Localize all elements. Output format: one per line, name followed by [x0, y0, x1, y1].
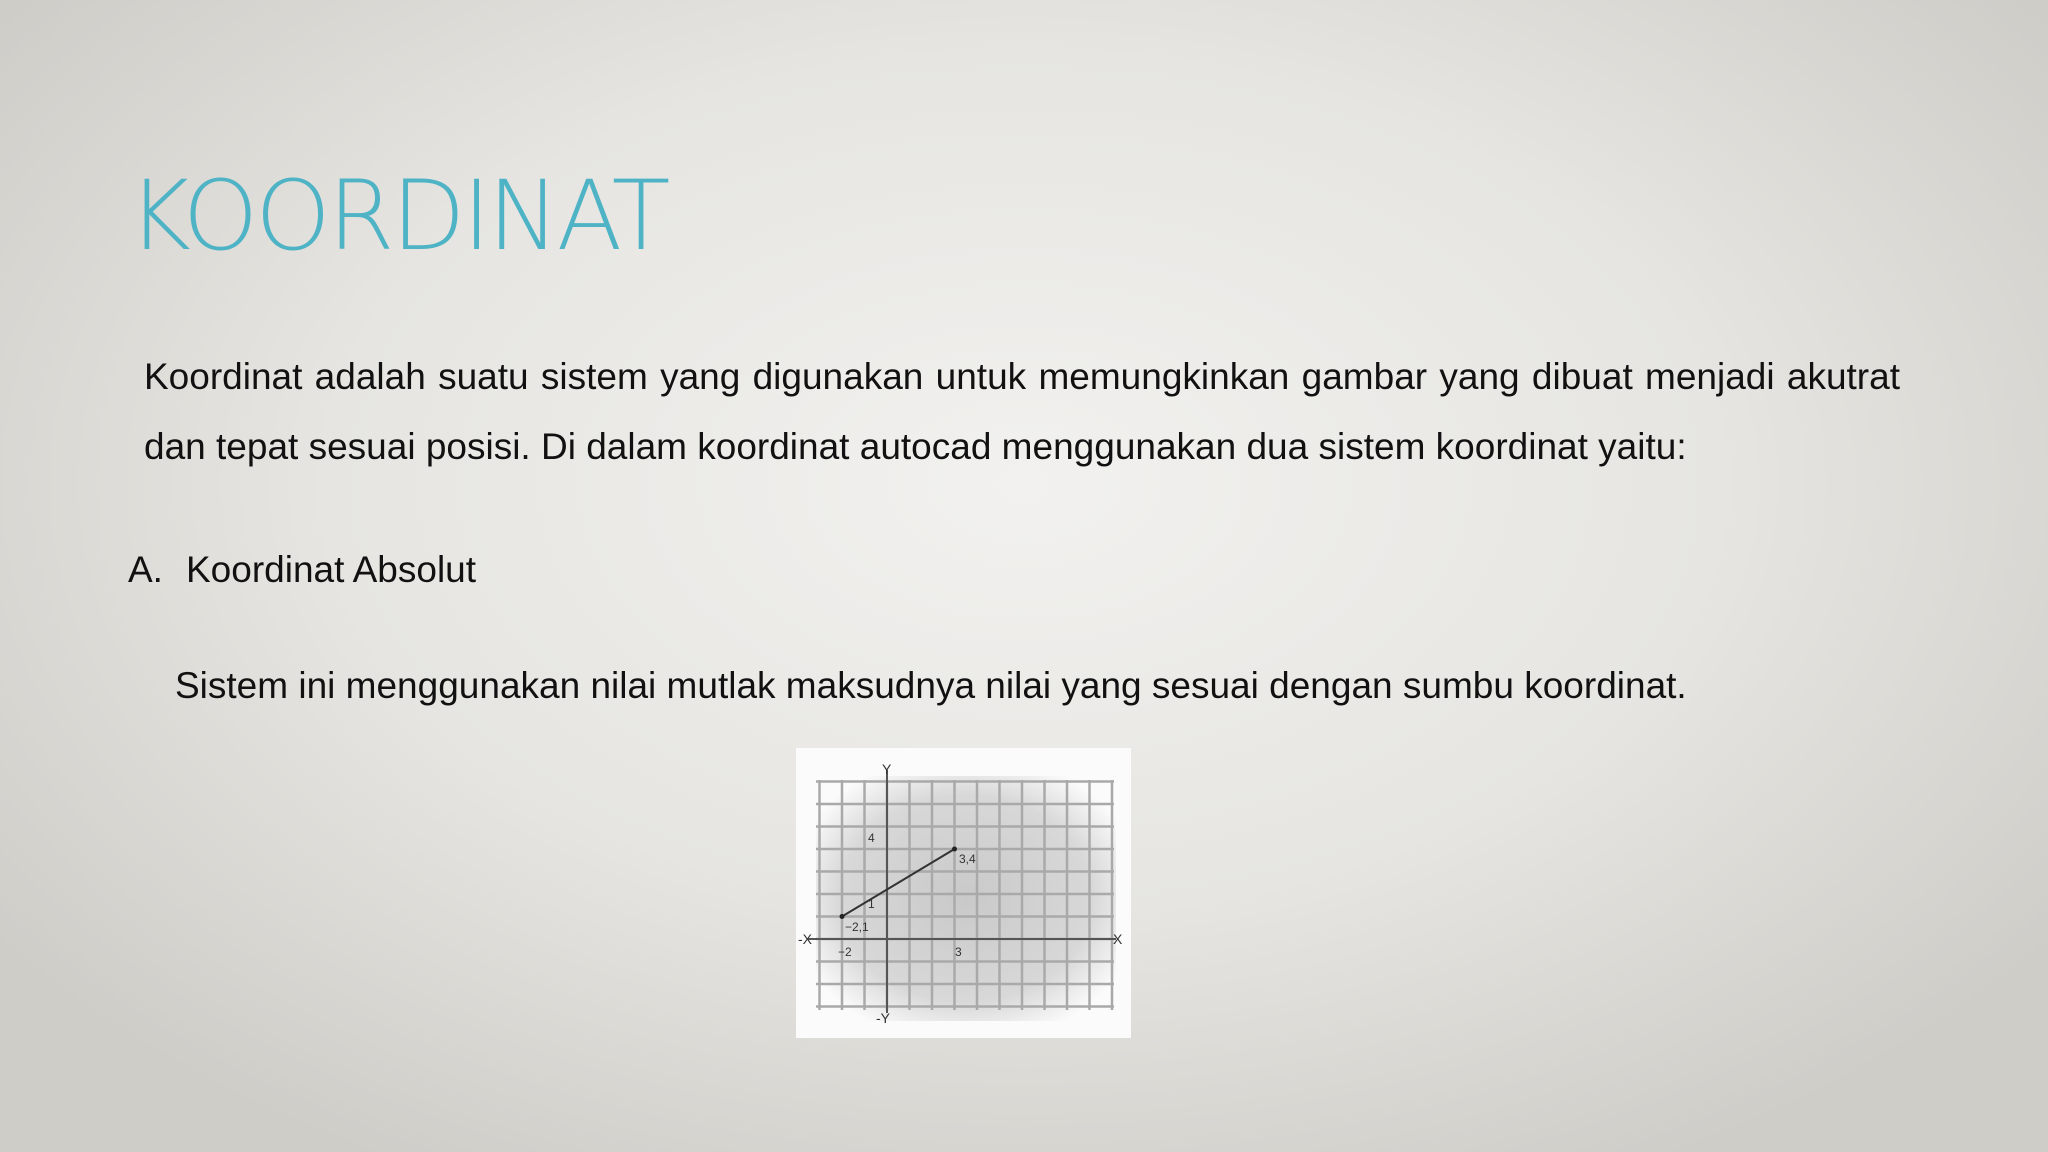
slide-title: KOORDINAT — [128, 160, 668, 272]
tick-label-x-neg2: −2 — [838, 945, 852, 959]
coordinate-grid-diagram — [796, 748, 1131, 1038]
tick-label-y1: 1 — [868, 897, 875, 911]
point-label-start: −2,1 — [845, 920, 869, 934]
list-marker: A. — [128, 549, 163, 590]
point-label-end: 3,4 — [959, 852, 976, 866]
list-item-label: Koordinat Absolut — [186, 549, 477, 590]
intro-paragraph: Koordinat adalah suatu sistem yang digunakan untuk memungkinkan gambar yang dibuat menjadi akutrat dan tepat sesuai posisi. Di dalam koordinat autocad menggunakan dua sistem koordinat yaitu: — [144, 356, 1900, 467]
y-axis-label: Y — [882, 761, 892, 777]
list-item-absolute — [128, 543, 476, 597]
tick-label-x3: 3 — [955, 945, 962, 959]
point-end — [952, 847, 957, 852]
coordinate-figure — [796, 748, 1131, 1038]
point-start — [840, 914, 845, 919]
absolute-description: Sistem ini menggunakan nilai mutlak maksudnya nilai yang sesuai dengan sumbu koordinat. — [175, 665, 1687, 706]
x-axis-label: X — [1113, 931, 1123, 947]
tick-label-y4: 4 — [868, 831, 875, 845]
neg-x-axis-label: -X — [798, 931, 812, 947]
neg-y-axis-label: -Y — [876, 1010, 890, 1026]
